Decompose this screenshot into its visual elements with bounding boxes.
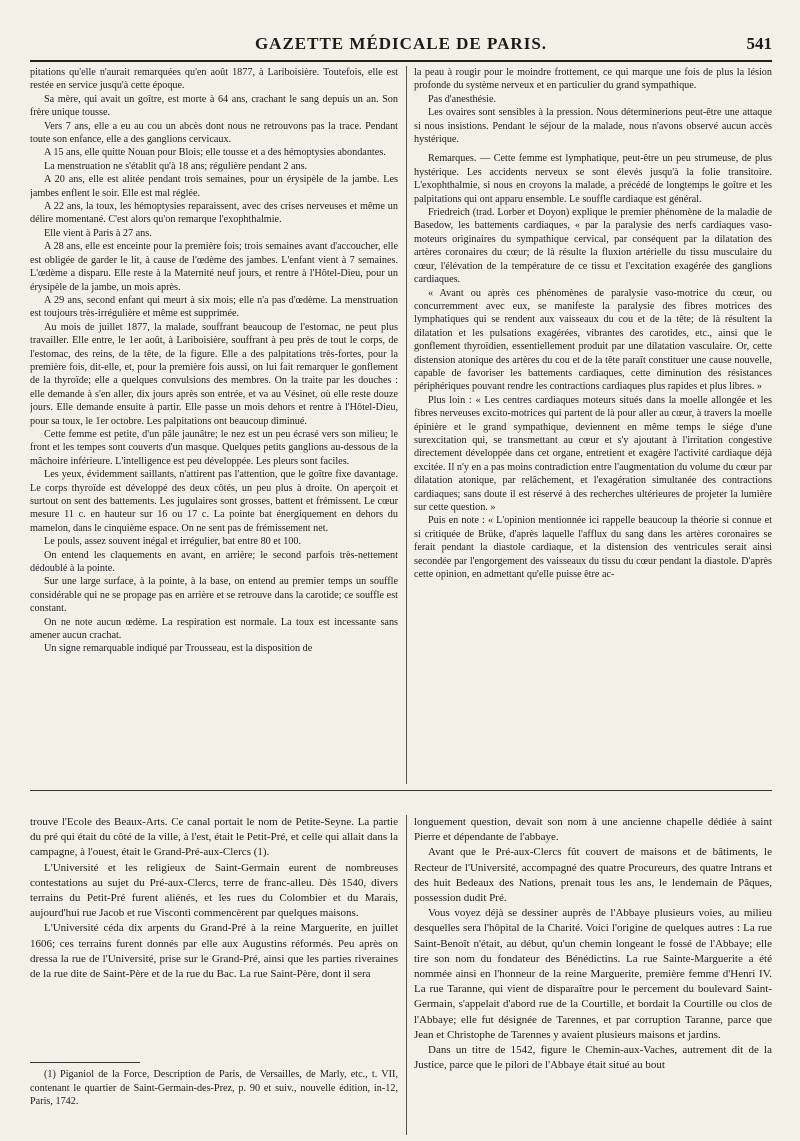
paragraph: la peau à rougir pour le moindre frottement, ce qui marque une fois de plus la lésion profonde du système nerveux et en particulier du grand sympathique. bbox=[414, 67, 772, 92]
footnote-rule bbox=[30, 1062, 140, 1063]
section-rule bbox=[30, 790, 772, 791]
journal-title: GAZETTE MÉDICALE DE PARIS. bbox=[254, 34, 548, 53]
paragraph: Un signe remarquable indiqué par Trousseau, est la disposition de bbox=[44, 643, 313, 655]
paragraph: Sa mère, qui avait un goître, est morte à 64 ans, crachant le sang depuis un an. Son frère unique tousse. bbox=[30, 93, 398, 119]
page-header bbox=[30, 30, 772, 58]
paragraph: pitations qu'elle n'aurait remarquées qu'en août 1877, à Lariboisière. Toutefois, elle est restée en service jusqu'à cette époque. bbox=[30, 67, 398, 92]
paragraph: A 22 ans, la toux, les hémoptysies reparaissent, avec des crises nerveuses et même un délire momentané. C'est alors qu'on remarque l'exophthalmie. bbox=[30, 201, 398, 226]
paragraph: Elle vient à Paris à 27 ans. bbox=[44, 227, 152, 239]
paragraph: Avant que le Pré-aux-Clercs fût couvert de maisons et de bâtiments, le Recteur de l'Université, accompagné des quatre Procureurs, des quatre Intrans et des huit Bedeaux des Nations, prenait tous les ans, le lendemain de Pâques, possession dudit Pré. bbox=[414, 846, 772, 905]
paragraph: Les ovaires sont sensibles à la pression. Nous déterminerions peut-être une attaque si nous insistions. Pendant le séjour de la malade, nous n'avons observé aucun accès hystérique. bbox=[414, 107, 772, 146]
page-number: 541 bbox=[746, 34, 772, 53]
paragraph: A 20 ans, elle est alitée pendant trois semaines, pour un érysipèle de la jambe. Les jambes enflent le soir. Elle est mal réglée. bbox=[30, 174, 398, 199]
paragraph: On entend les claquements en avant, en arrière; le second parfois très-nettement dédoublé à la pointe. bbox=[30, 549, 398, 575]
paragraph: longuement question, devait son nom à une ancienne chapelle dédiée à saint Pierre et dépendante de l'abbaye. bbox=[414, 816, 772, 844]
paragraph: L'Université céda dix arpents du Grand-Pré à la reine Marguerite, en juillet 1606; ces terrains furent donnés par elle aux Augustins réformés. Peu après on dressa la rue de l'Université, prise sur le Grand-Pré, ainsi que les parties riveraines de la rue dite de Saint-Père et de la rue du Bac. La rue Saint-Père, dont il sera bbox=[30, 922, 398, 981]
paragraph: Au mois de juillet 1877, la malade, souffrant beaucoup de l'estomac, ne peut plus travailler. Elle entre, le 1er août, à Lariboisière, souffrant à peu près de tout le corps, de l'estomac, des reins, de la tête, de la figure. Elle a des palpitations très-fortes, pour la première fois, dit-elle, et, pour la première fois aussi, on lui fait remarquer le gonflement de la thyroïde; elle a quelques convulsions des membres. On la traite par les douches : elle demande à s'en aller, dix jours après son entrée, et va au Vésinet, où elle reste douze jours. Elle demande ensuite à partir. Elle passe un mois dehors et rentre à l'Hôtel-Dieu, pour sa toux, le 1er octobre. Les palpitations ont beaucoup diminué. bbox=[30, 321, 398, 427]
paragraph: Cette femme est petite, d'un pâle jaunâtre; le nez est un peu écrasé vers son milieu; le front et les tempes sont couverts d'un masque. Quelques petits ganglions au-dessous de la mâchoire inférieure. L'intelligence est peu développée. Les pleurs sont faciles. bbox=[30, 428, 398, 467]
top-right-column bbox=[414, 66, 772, 784]
paragraph: L'Université et les religieux de Saint-Germain eurent de nombreuses contestations au sujet du Pré-aux-Clercs, terre de franc-alleu. Dès 1540, divers terrains du Petit-Pré furent aliénés, et les rues du Colombier et du Marais, aujourd'hui rue Jacob et rue Visconti commencèrent par quelques maisons. bbox=[30, 861, 398, 920]
paragraph: La menstruation ne s'établit qu'à 18 ans; régulière pendant 2 ans. bbox=[44, 160, 308, 172]
paragraph: Vers 7 ans, elle a eu au cou un abcès dont nous ne retrouvons pas la trace. Pendant toute son enfance, elle a des ganglions cervicaux. bbox=[30, 120, 398, 146]
bottom-right-column bbox=[414, 815, 772, 1135]
paragraph: A 15 ans, elle quitte Nouan pour Blois; elle tousse et a des hémoptysies abondantes. bbox=[44, 147, 386, 159]
paragraph: Sur une large surface, à la pointe, à la base, on entend au premier temps un souffle considérable qui ne se propage pas en arrière et se retrouve dans la carotide; ce souffle est constant. bbox=[30, 576, 398, 615]
paragraph: A 29 ans, second enfant qui meurt à six mois; elle n'a pas d'œdème. La menstruation est toujours très-irrégulière et même est supprimée. bbox=[30, 294, 398, 320]
paragraph: Friedreich (trad. Lorber et Doyon) explique le premier phénomène de la maladie de Basedow, les battements cardiaques, « par la paralysie des nerfs cardiaques vaso-moteurs originaires du sympathique cervical, par conséquent par la dilatation des artères coronaires du cœur; de là résulte la fluxion artérielle du tissu musculaire du cœur, l'élévation de la température de ce tissu et l'excitation exagérée des ganglions cardiaques. bbox=[414, 207, 772, 286]
paragraph: Dans un titre de 1542, figure le Chemin-aux-Vaches, autrement dit de la Justice, parce que le pilori de l'Abbaye était situé au bout bbox=[414, 1044, 772, 1072]
paragraph: Le pouls, assez souvent inégal et irrégulier, bat entre 80 et 100. bbox=[44, 536, 302, 548]
paragraph: Puis en note : « L'opinion mentionnée ici rappelle beaucoup la théorie si connue et si critiquée de Brüke, d'après laquelle l'afflux du sang dans les artères coronaires se ferait pendant la diastole cardiaque, et la distension des ventricules serait ainsi secondée par l'engorgement des vaisseaux du tissu du cœur pendant la diastole. D'après cette opinion, en admettant qu'elle puisse être ac- bbox=[414, 515, 772, 581]
paragraph: A 28 ans, elle est enceinte pour la première fois; trois semaines avant d'accoucher, elle est obligée de garder le lit, à cause de l'œdème des jambes. L'enfant vient à 7 semaines. L'œdème a disparu. Elle reste à la Maternité neuf jours, et rentre à l'Hôtel-Dieu, pour un érysipèle de la jambe, un mois après. bbox=[30, 241, 398, 293]
paragraph: Plus loin : « Les centres cardiaques moteurs situés dans la moelle allongée et les fibres nerveuses excito-motrices qui partent de là pour aller au cœur, à travers la moelle épinière et le grand sympathique, deviennent en même temps le siége d'une surexcitation qui, se transmettant au cœur et s'y ajoutant à l'irritation congestive directement développée dans cet organe, entretient et exagère l'activité cardiaque déjà excitée. Il n'y en a pas moins contradiction entre l'augmentation du volume du cœur par dilatation atonique, par relâchement, et l'exagération simultanée des contractions cardiaques; sans doute il est réservé à des recherches ultérieures de projeter la lumière sur cette question. » bbox=[414, 394, 772, 513]
footnote-text: (1) Piganiol de la Force, Description de Paris, de Versailles, de Marly, etc., t. VII, contenant le quartier de Saint-Germain-des-Prez, p. 90 et suiv., nouvelle édition, in-12, Paris, 1742. bbox=[30, 1069, 398, 1108]
paragraph: Pas d'anesthésie. bbox=[428, 93, 497, 105]
paragraph: « Avant ou après ces phénomènes de paralysie vaso-motrice du cœur, ou concurremment avec eux, se manifeste la paralysie des fibres motrices des lymphatiques qui se rendent aux vaisseaux du cou et de la tête; de là résultent la dilatation et les pulsations exagérées, vibrantes des carotides, etc., ainsi que le gonflement thyroïdien, essentiellement produit par une dilatation vasculaire. Or, cette distension atonique des artères du cou et de la tête paraît constituer une cause nouvelle, capable de favoriser les battements cardiaques, cette diminution des résistances périphériques pouvant rendre les contractions cardiaques plus rapides et plus libres. » bbox=[414, 287, 772, 393]
paragraph: Vous voyez déjà se dessiner auprès de l'Abbaye plusieurs voies, au milieu desquelles sera l'hôpital de la Charité. Voici l'origine de quelques autres : La rue Saint-Benoît n'était, au début, qu'un chemin longeant le fossé de l'Abbaye; elle tire son nom du fondateur des Bénédictins. La rue Sainte-Marguerite a été nommée ainsi en l'honneur de la reine Marguerite, première femme d'Henri IV. La rue Taranne, qui vient de disparaître pour le percement du boulevard Saint-Germain, s'appelait d'abord rue de la Courtille, et bordait la Courtille ou clos de l'Abbaye; elle fut désignée de Tarennes, et par corruption Taranne, parce que Jean et Christophe de Tarennes y avaient plusieurs maisons et jardins. bbox=[414, 907, 772, 1041]
remarks-paragraph: Remarques. — Cette femme est lymphatique, peut-être un peu strumeuse, de plus hystérique. Les accidents nerveux se sont élevés jusqu'à la folie transitoire. L'exophthalmie, si nous en croyons la malade, a précédé de longtemps le goître et les palpitations qui ont apparu ensemble. Le souffle cardiaque est général. bbox=[414, 153, 772, 205]
top-left-column bbox=[30, 66, 398, 784]
paragraph: trouve l'Ecole des Beaux-Arts. Ce canal portait le nom de Petite-Seyne. La partie du pré qui était du côté de la ville, à l'est, était le Petit-Pré, et celle qui allait dans la campagne, à l'ouest, était le Grand-Pré-aux-Clercs (1). bbox=[30, 816, 398, 859]
column-divider bbox=[406, 815, 407, 1135]
header-rule bbox=[30, 60, 772, 62]
paragraph: Les yeux, évidemment saillants, n'attirent pas l'attention, que le goître fixe davantage. Le corps thyroïde est développé des deux côtés, un peu plus à droite. On aperçoit et surtout on sent des battements. Les jugulaires sont grosses, battent et frémissent. Le cœur mesure 11 c. en hauteur sur 16 ou 17 c. La pointe bat énergiquement en dehors du mamelon, dans le cinquième espace. On ne sent pas de frémissement net. bbox=[30, 469, 398, 534]
footnote bbox=[30, 1068, 398, 1134]
column-divider bbox=[406, 66, 407, 784]
bottom-left-column bbox=[30, 815, 398, 1065]
paragraph: On ne note aucun œdème. La respiration est normale. La toux est incessante sans amener aucun crachat. bbox=[30, 616, 398, 642]
